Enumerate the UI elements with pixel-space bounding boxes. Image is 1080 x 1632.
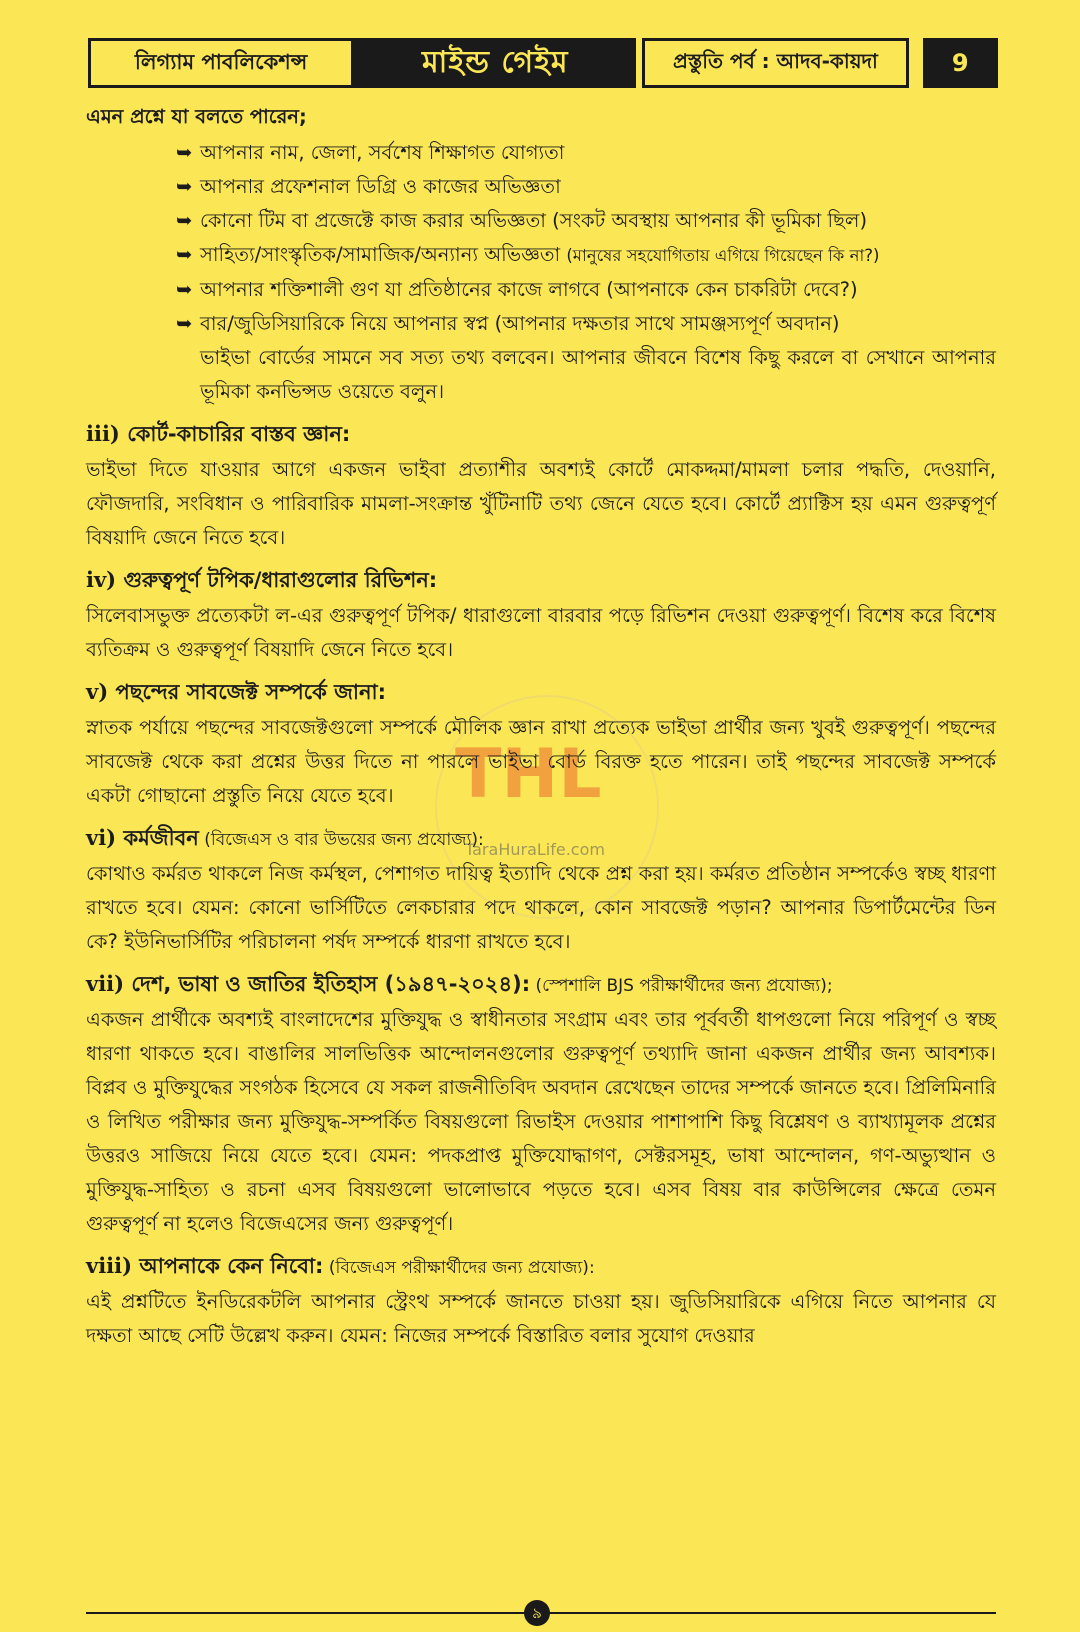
page-header xyxy=(88,38,998,88)
section-heading: vi) কর্মজীবন (বিজেএস ও বার উভয়ের জন্য প্রযোজ্য): xyxy=(86,825,484,850)
section-heading: viii) আপনাকে কেন নিবো: (বিজেএস পরীক্ষার্থীদের জন্য প্রযোজ্য): xyxy=(86,1253,595,1278)
list-item: ➥ আপনার প্রফেশনাল ডিগ্রি ও কাজের অভিজ্ঞতা xyxy=(176,170,996,204)
list-item: ➥ কোনো টিম বা প্রজেক্টে কাজ করার অভিজ্ঞতা (সংকট অবস্থায় আপনার কী ভূমিকা ছিল) xyxy=(176,204,996,238)
footer-page-mark: ৯ xyxy=(524,1600,550,1626)
section-heading: vii) দেশ, ভাষা ও জাতির ইতিহাস (১৯৪৭-২০২৪): (স্পেশালি BJS পরীক্ষার্থীদের জন্য প্রযোজ্য); xyxy=(86,971,833,996)
section-body: সিলেবাসভুক্ত প্রত্যেকটা ল-এর গুরুত্বপূর্ণ টপিক/ ধারাগুলো বারবার পড়ে রিভিশন দেওয়া গুরুত্বপূর্ণ। বিশেষ করে বিশেষ ব্যতিক্রম ও গুরুত্বপূর্ণ বিষয়াদি জেনে নিতে হবে। xyxy=(86,604,996,661)
advice-note: ভাইভা বোর্ডের সামনে সব সত্য তথ্য বলবেন। আপনার জীবনে বিশেষ কিছু করলে বা সেখানে আপনার ভূমিকা কনভিন্সড ওয়েতে বলুন। xyxy=(200,346,996,403)
book-title: মাইন্ড গেইম xyxy=(354,38,636,88)
list-item: ➥ বার/জুডিসিয়ারিকে নিয়ে আপনার স্বপ্ন (আপনার দক্ষতার সাথে সামঞ্জস্যপূর্ণ অবদান) xyxy=(176,307,996,341)
page-content xyxy=(86,100,996,1353)
publisher-label: লিগ্যাম পাবলিকেশন্স xyxy=(88,38,354,88)
answer-list xyxy=(86,136,996,341)
section-body: স্নাতক পর্যায়ে পছন্দের সাবজেক্টগুলো সম্পর্কে মৌলিক জ্ঞান রাখা প্রত্যেক ভাইভা প্রার্থীর জন্য খুবই গুরুত্বপূর্ণ। পছন্দের সাবজেক্ট থেকে করা প্রশ্নের উত্তর দিতে না পারলে ভাইভা বোর্ড বিরক্ত হতে পারেন। তাই পছন্দের সাবজেক্ট সম্পর্কে একটা গোছানো প্রস্তুতি নিয়ে যেতে হবে। xyxy=(86,716,996,807)
list-item: ➥ সাহিত্য/সাংস্কৃতিক/সামাজিক/অন্যান্য অভিজ্ঞতা (মানুষের সহযোগিতায় এগিয়ে গিয়েছেন কি না?) xyxy=(176,238,996,273)
lead-heading: এমন প্রশ্নে যা বলতে পারেন; xyxy=(86,105,307,128)
section-heading: v) পছন্দের সাবজেক্ট সম্পর্কে জানা: xyxy=(86,679,386,704)
arrow-icon: ➥ xyxy=(176,278,193,301)
list-item: ➥ আপনার নাম, জেলা, সর্বশেষ শিক্ষাগত যোগ্যতা xyxy=(176,136,996,170)
section-body: ভাইভা দিতে যাওয়ার আগে একজন ভাইবা প্রত্যাশীর অবশ্যই কোর্টে মোকদ্দমা/মামলা চলার পদ্ধতি, দেওয়ানি, ফৌজদারি, সংবিধান ও পারিবারিক মামলা-সংক্রান্ত খুঁটিনাটি তথ্য জেনে যেতে হবে। কোর্টে প্র্যাক্টিস হয় এমন গুরুত্বপূর্ণ বিষয়াদি জেনে নিতে হবে। xyxy=(86,458,996,549)
section-heading: iv) গুরুত্বপূর্ণ টপিক/ধারাগুলোর রিভিশন: xyxy=(86,567,438,592)
section-label: প্রস্তুতি পর্ব : আদব-কায়দা xyxy=(642,38,908,88)
arrow-icon: ➥ xyxy=(176,243,193,266)
section-body: এই প্রশ্নটিতে ইনডিরেকটলি আপনার স্ট্রেংথ সম্পর্কে জানতে চাওয়া হয়। জুডিসিয়ারিকে এগিয়ে নিতে আপনার যে দক্ষতা আছে সেটি উল্লেখ করুন। যেমন: নিজের সম্পর্কে বিস্তারিত বলার সুযোগ দেওয়ার xyxy=(86,1290,996,1347)
section-body: একজন প্রার্থীকে অবশ্যই বাংলাদেশের মুক্তিযুদ্ধ ও স্বাধীনতার সংগ্রাম এবং তার পূর্ববর্তী ধাপগুলো নিয়ে পরিপূর্ণ ও স্বচ্ছ ধারণা থাকতে হবে। বাঙালির সালভিত্তিক আন্দোলনগুলোর গুরুত্বপূর্ণ তথ্যাদি জানা একজন প্রার্থীর জন্য আবশ্যক। বিপ্লব ও মুক্তিযুদ্ধের সংগঠক হিসেবে যে সকল রাজনীতিবিদ অবদান রেখেছেন তাদের সম্পর্কে জানতে হবে। প্রিলিমিনারি ও লিখিত পরীক্ষার জন্য মুক্তিযুদ্ধ-সম্পর্কিত বিষয়গুলো রিভাইস দেওয়ার পাশাপাশি কিছু বিশ্লেষণ ও ব্যাখ্যামূলক প্রশ্নের উত্তরও সাজিয়ে নিয়ে যেতে হবে। যেমন: পদকপ্রাপ্ত মুক্তিযোদ্ধাগণ, সেক্টরসমূহ, ভাষা আন্দোলন, গণ-অভ্যুত্থান ও মুক্তিযুদ্ধ-সাহিত্য ও রচনা এসব বিষয়গুলো ভালোভাবে পড়তে হবে। এসব বিষয় বার কাউন্সিলের ক্ষেত্রে তেমন গুরুত্বপূর্ণ না হলেও বিজেএসের জন্য গুরুত্বপূর্ণ। xyxy=(86,1008,996,1235)
watermark-logo: THL xyxy=(455,735,602,814)
arrow-icon: ➥ xyxy=(176,209,193,232)
arrow-icon: ➥ xyxy=(176,141,193,164)
watermark-text: TaraHuraLife.com xyxy=(465,840,605,859)
section-heading: iii) কোর্ট-কাচারির বাস্তব জ্ঞান: xyxy=(86,421,351,446)
arrow-icon: ➥ xyxy=(176,175,193,198)
list-item: ➥ আপনার শক্তিশালী গুণ যা প্রতিষ্ঠানের কাজে লাগবে (আপনাকে কেন চাকরিটা দেবে?) xyxy=(176,273,996,307)
arrow-icon: ➥ xyxy=(176,312,193,335)
section-body: কোথাও কর্মরত থাকলে নিজ কর্মস্থল, পেশাগত দায়িত্ব ইত্যাদি থেকে প্রশ্ন করা হয়। কর্মরত প্রতিষ্ঠান সম্পর্কেও স্বচ্ছ ধারণা রাখতে হবে। যেমন: কোনো ভার্সিটিতে লেকচারার পদে থাকলে, কোন সাবজেক্ট পড়ান? আপনার ডিপার্টমেন্টের ডিন কে? ইউনিভার্সিটির পরিচালনা পর্ষদ সম্পর্কে ধারণা রাখতে হবে। xyxy=(86,862,996,953)
page-number: 9 xyxy=(923,38,999,88)
